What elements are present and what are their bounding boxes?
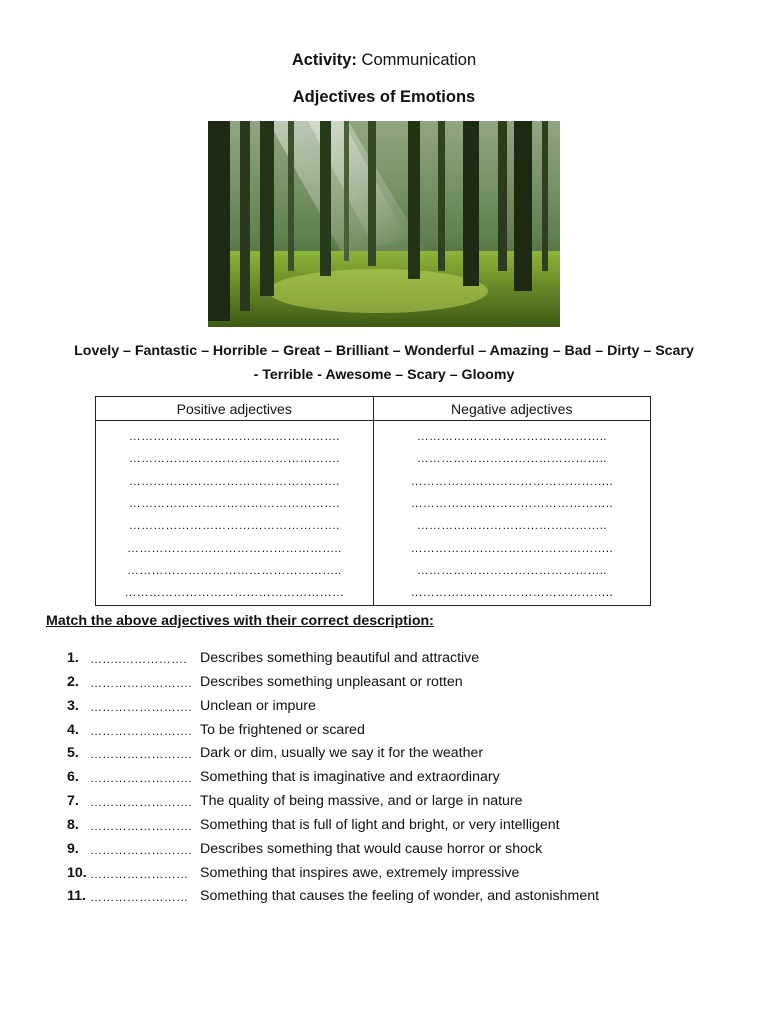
item-number: 11. bbox=[67, 888, 86, 905]
item-description: Something that is imaginative and extraordinary bbox=[200, 769, 500, 786]
positive-blank[interactable]: ……………………………………………. bbox=[96, 470, 374, 492]
answer-blank[interactable]: …………………… bbox=[90, 866, 189, 881]
item-description: The quality of being massive, and or large in nature bbox=[200, 793, 523, 810]
activity-title bbox=[0, 49, 768, 71]
negative-blank[interactable]: ……………………………………….. bbox=[373, 514, 651, 536]
item-number: 4. bbox=[67, 721, 79, 738]
list-item bbox=[0, 742, 768, 766]
item-number: 8. bbox=[67, 816, 79, 833]
list-item bbox=[0, 719, 768, 743]
list-item bbox=[0, 695, 768, 719]
item-description: Describes something unpleasant or rotten bbox=[200, 673, 463, 690]
list-item bbox=[0, 766, 768, 790]
item-number: 2. bbox=[67, 673, 79, 690]
activity-label: Activity: bbox=[291, 51, 357, 69]
item-number: 6. bbox=[67, 769, 79, 786]
item-description: Something that inspires awe, extremely impressive bbox=[200, 864, 520, 881]
positive-header: Positive adjectives bbox=[96, 397, 374, 421]
negative-blank[interactable]: ………………………………………….. bbox=[373, 470, 651, 492]
item-number: 5. bbox=[67, 745, 79, 762]
negative-header: Negative adjectives bbox=[373, 397, 651, 421]
item-description: Unclean or impure bbox=[200, 697, 316, 714]
answer-blank[interactable]: ……………………. bbox=[90, 818, 193, 833]
list-item bbox=[0, 671, 768, 695]
list-item bbox=[0, 647, 768, 671]
list-item bbox=[0, 862, 768, 886]
item-number: 3. bbox=[67, 697, 79, 714]
item-description: Something that is full of light and bright, or very intelligent bbox=[200, 816, 560, 833]
table-row bbox=[96, 470, 651, 492]
item-description: Describes something that would cause horror or shock bbox=[200, 840, 543, 857]
answer-blank[interactable]: ……………………. bbox=[90, 723, 193, 738]
answer-blank[interactable]: ……………………. bbox=[90, 795, 193, 810]
answer-blank[interactable]: ……………………. bbox=[90, 675, 193, 690]
negative-blank[interactable]: ………………………………………….. bbox=[373, 492, 651, 514]
list-item bbox=[0, 814, 768, 838]
table-row bbox=[96, 447, 651, 469]
word-bank bbox=[30, 339, 738, 387]
answer-blank[interactable]: ……………………. bbox=[90, 842, 193, 857]
table-row bbox=[96, 581, 651, 606]
negative-blank[interactable]: ……………………………………….. bbox=[373, 447, 651, 469]
answer-blank[interactable]: ……………………. bbox=[90, 747, 193, 762]
positive-blank[interactable]: ……………………………………………. bbox=[96, 421, 374, 448]
table-row bbox=[96, 492, 651, 514]
item-number: 1. bbox=[67, 650, 79, 666]
list-item bbox=[0, 790, 768, 814]
word-bank-line-1: Lovely – Fantastic – Horrible – Great – Brilliant – Wonderful – Amazing – Bad – Dirty – Scary bbox=[74, 343, 694, 359]
item-description: Dark or dim, usually we say it for the weather bbox=[200, 745, 484, 762]
matching-heading: Match the above adjectives with their correct description: bbox=[46, 613, 434, 629]
table-row bbox=[96, 421, 651, 448]
table-row bbox=[96, 559, 651, 581]
answer-blank[interactable]: ……..……………. bbox=[90, 652, 188, 666]
positive-blank[interactable]: ……………………………………………. bbox=[96, 447, 374, 469]
answer-blank[interactable]: ……………………. bbox=[90, 699, 193, 714]
negative-blank[interactable]: ………………………………………….. bbox=[373, 536, 651, 558]
list-item bbox=[0, 838, 768, 862]
negative-blank[interactable]: ……………………………………….. bbox=[373, 421, 651, 448]
positive-blank[interactable]: ……………………………………………. bbox=[96, 514, 374, 536]
positive-blank[interactable]: …………………………………………….. bbox=[96, 559, 374, 581]
table-row bbox=[96, 514, 651, 536]
item-number: 7. bbox=[67, 793, 79, 810]
negative-blank[interactable]: ………………………………………….. bbox=[373, 581, 651, 606]
positive-blank[interactable]: …………………………………………….. bbox=[96, 536, 374, 558]
word-bank-line-2: - Terrible - Awesome – Scary – Gloomy bbox=[253, 367, 515, 383]
negative-blank[interactable]: ……………………………………….. bbox=[373, 559, 651, 581]
adjectives-table bbox=[95, 396, 651, 606]
item-number: 10. bbox=[67, 864, 87, 881]
forest-image bbox=[208, 121, 560, 327]
answer-blank[interactable]: ……………………. bbox=[90, 771, 193, 786]
page-subtitle: Adjectives of Emotions bbox=[292, 88, 476, 106]
positive-blank[interactable]: ……………………………………………. bbox=[96, 492, 374, 514]
positive-blank[interactable]: ……………………………………………… bbox=[96, 581, 374, 606]
item-number: 9. bbox=[67, 840, 79, 857]
activity-value: Communication bbox=[361, 51, 477, 69]
item-description: Describes something beautiful and attractive bbox=[200, 650, 480, 666]
item-description: Something that causes the feeling of wonder, and astonishment bbox=[200, 888, 600, 905]
item-description: To be frightened or scared bbox=[200, 721, 365, 738]
list-item bbox=[0, 885, 768, 909]
table-row bbox=[96, 536, 651, 558]
answer-blank[interactable]: …………………… bbox=[90, 890, 189, 905]
matching-list bbox=[0, 647, 768, 909]
